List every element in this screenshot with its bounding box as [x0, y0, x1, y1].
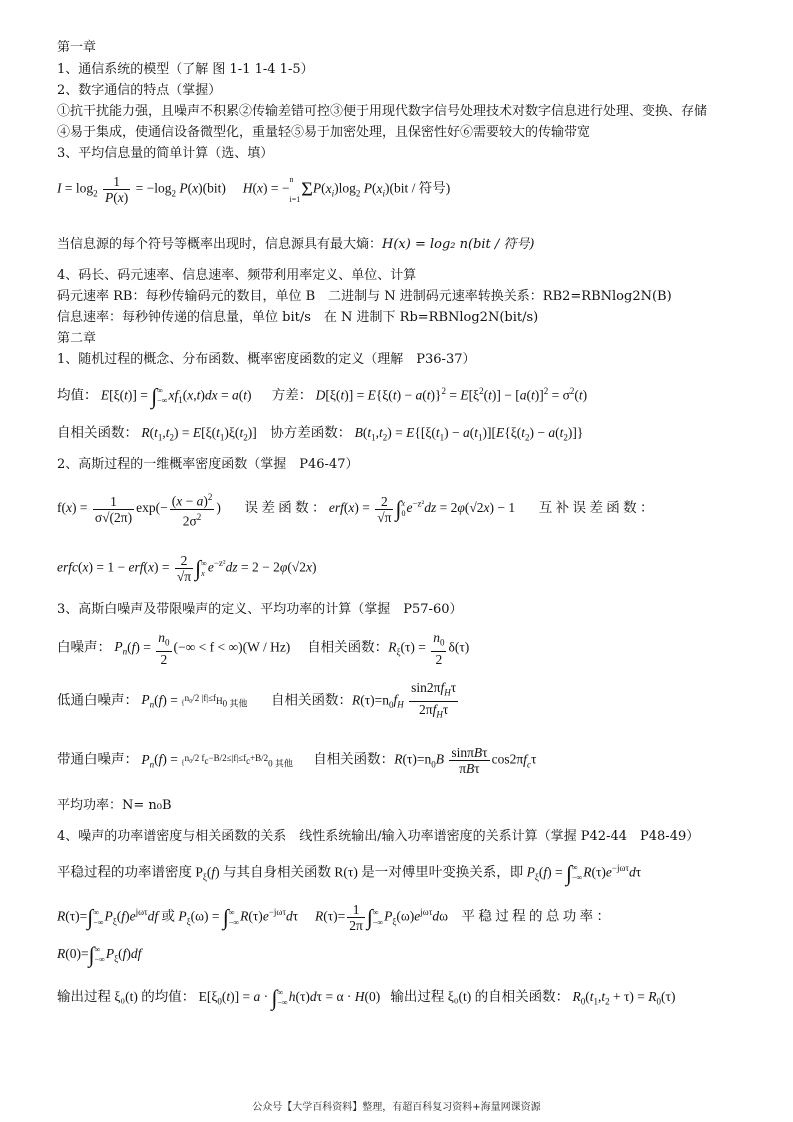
ch2-line-2: 2、高斯过程的一维概率密度函数（掌握 P46-47）	[57, 457, 359, 472]
total-power-text: 平 稳 过 程 的 总 功 率 ：	[461, 908, 610, 924]
max-entropy-text: 当信息源的每个符号等概率出现时，信息源具有最大熵：	[57, 237, 383, 252]
output-autocorr-text: 输出过程 ξ₀(t) 的自相关函数：	[390, 989, 570, 1004]
max-entropy-formula: H(x) = log₂ n(bit / 符号)	[382, 237, 535, 252]
ch1-line-3: ①抗干扰能力强，且噪声不积累②传输差错可控③便于用现代数字信号处理技术对数字信息进行处理、变换、存储	[57, 104, 708, 119]
ch1-line-1: 1、通信系统的模型（了解 图 1-1 1-4 1-5）	[57, 62, 314, 77]
max-entropy-line	[57, 237, 535, 253]
white-noise-formula: 白噪声： $P_n(f)$ = $\frac{n_0}{2}$ (−∞ < f < ∞)(W / Hz) 自相关函数：$R_\xi(\tau)$ = $\frac{n_0}{2}$ δ(τ)	[57, 630, 470, 667]
bandpass-noise-label: 带通白噪声：	[57, 751, 138, 767]
ch2-line-4: 4、噪声的功率谱密度与相关函数的关系 线性系统输出/输入功率谱密度的关系计算（掌握 P42-44 P48-49）	[57, 829, 700, 844]
info-entropy-formula: $I = \log_2$ $\frac{1}{P(x)}$ = $-\log_2$ P(x)(bit) H(x) = − n i=1 $\Sigma P(x_i)\log_2$ $P(x_i)(bit$ / 符号)	[57, 174, 451, 205]
ch1-line-5: 3、平均信息量的简单计算（选、填）	[57, 146, 274, 161]
footer-note: 公众号【大学百科资料】整理，有超百科复习资料+海量网课资源	[252, 1102, 541, 1113]
avg-power-line: 平均功率：N= n₀B	[57, 798, 172, 813]
ch1-line-6: 4、码长、码元速率、信息速率、频带利用率定义、单位、计算	[57, 268, 417, 283]
fourier-pair-line: R(τ)=∫ ∞ −∞ $P_\xi(f)e^{j\omega\tau}df$ 或 $P_\xi(\omega)$ = ∫ ∞ −∞ $R(\tau)e^{-j\omega\tau}d\tau$ R(τ)= $\frac{1}{2\pi}$ ∫ ∞ −∞ $P_\xi(\omega)e^{j\omega\tau}d\omega$ 平 稳 过 程 的 总 功 率 ：	[57, 902, 610, 933]
bandpass-noise-formula: 带通白噪声： $P_n(f) = \{^{n_0/2 f_c-B/2\le|f|\le f_c+B/2}_{0 其他}$ 自相关函数：$R(\tau)=n_0B$ $\frac{\text{sinπBτ}}{\text{πBτ}}$ $\cos 2\pi f_c\tau$	[57, 745, 537, 776]
lowpass-noise-label: 低通白噪声：	[57, 692, 138, 708]
ch1-line-4: ④易于集成，使通信设备微型化，重量轻⑤易于加密处理，且保密性好⑥需要较大的传输带宽	[57, 125, 591, 140]
lowpass-noise-formula: 低通白噪声： $P_n(f) = \{^{n_0/2 |f|\le f_H}_{0 其他}$ 自相关函数：$R(\tau)=n_0f_H$ $\frac{\sin 2\pi f_H\tau}{2\pi f_H\tau}$	[57, 680, 457, 720]
mean-label: 均值：	[57, 387, 98, 403]
erfc-label: 互 补 误 差 函 数 ：	[538, 500, 654, 516]
erfc-formula: erfc(x) = 1 − erf(x) = $\frac{2}{√\pi}$ ∫ ∞ x $e^{-z^2}dz = 2 - 2\varphi(√2x)$	[57, 553, 317, 584]
cov-label: 协方差函数：	[270, 425, 352, 440]
autocorr-label: 自相关函数：	[57, 425, 138, 440]
psd-relation-line: 平稳过程的功率谱密度 $P_\xi(f)$ 与其自身相关函数 R(τ) 是一对傅里叶变换关系，即 $P_\xi(f)$ = ∫ ∞ −∞ $R(\tau)e^{-j\omega\tau}d\tau$	[57, 860, 642, 886]
psd-text: 平稳过程的功率谱密度 P	[57, 864, 203, 880]
white-noise-label: 白噪声：	[57, 639, 111, 655]
erf-label: 误 差 函 数 ：	[244, 500, 326, 516]
chapter-2-title: 第二章	[57, 331, 97, 346]
info-unit: (bit)	[202, 180, 226, 196]
ch1-line-7: 码元速率 RB：每秒传输码元的数目，单位 B 二进制与 N 进制码元速率转换关系：RB2=RBNlog2N(B)	[57, 289, 672, 304]
output-process-line: 输出过程 ξ₀(t) 的均值： $E[\xi_0(t)] = a$ · ∫ ∞ −∞ h(τ)dτ = α · H(0) 输出过程 ξ₀(t) 的自相关函数： $R_0(t_1,t_2 + \tau) = R_0(\tau)$	[57, 984, 676, 1010]
autocorr-cov-formula: 自相关函数： $R(t_1,t_2) = E[\xi(t_1)\xi(t_2)]$ 协方差函数： $B(t_1,t_2) = E\{[\xi(t_1) - a(t_1)][E\{\xi(t_2) - a(t_2)]\}$	[57, 425, 584, 443]
chapter-1-title: 第一章	[57, 40, 97, 55]
entropy-unit: (bit / 符号)	[389, 180, 451, 196]
variance-label: 方差：	[271, 387, 313, 403]
output-mean-text: 输出过程 ξ₀(t) 的均值：	[57, 989, 196, 1004]
ch2-line-1: 1、随机过程的概念、分布函数、概率密度函数的定义（理解 P36-37）	[57, 352, 476, 367]
white-noise-unit: (−∞ < f < ∞)(W / Hz)	[173, 639, 291, 655]
ch2-line-3: 3、高斯白噪声及带限噪声的定义、平均功率的计算（掌握 P57-60）	[57, 602, 463, 617]
psd-text-2: 与其自身相关函数 R(τ) 是一对傅里叶变换关系，即	[223, 864, 524, 880]
ch1-line-2: 2、数字通信的特点（掌握）	[57, 83, 222, 98]
mean-variance-formula: 均值： E[ξ(t)] = ∫ ∞ −∞ $xf_1(x,t)dx = a(t)$ 方差： $D[\xi(t)] = E\{\xi(t) - a(t)\}^2 = E[\xi^2(t)] - [a(t)]^2 = \sigma^2(t)$	[57, 383, 588, 409]
total-power-formula: R(0)=∫ ∞ −∞ $P_\xi(f)df$	[57, 941, 142, 967]
gaussian-pdf-formula: f(x) = $\frac{1}{\sigma√(2\pi)}$ exp(− $\frac{(x - a)^2}{2\sigma^2}$ ) 误 差 函 数 ： erf(x) = $\frac{2}{√\pi}$ ∫ x 0 $e^{-z^2}dz = 2\varphi(√2x) - 1$ 互 补 误 差 函 数 ：	[57, 492, 654, 528]
or-text: 或	[161, 908, 175, 924]
ch1-line-8: 信息速率：每秒钟传递的信息量，单位 bit/s 在 N 进制下 Rb=RBNlog2N(bit/s)	[57, 310, 539, 325]
